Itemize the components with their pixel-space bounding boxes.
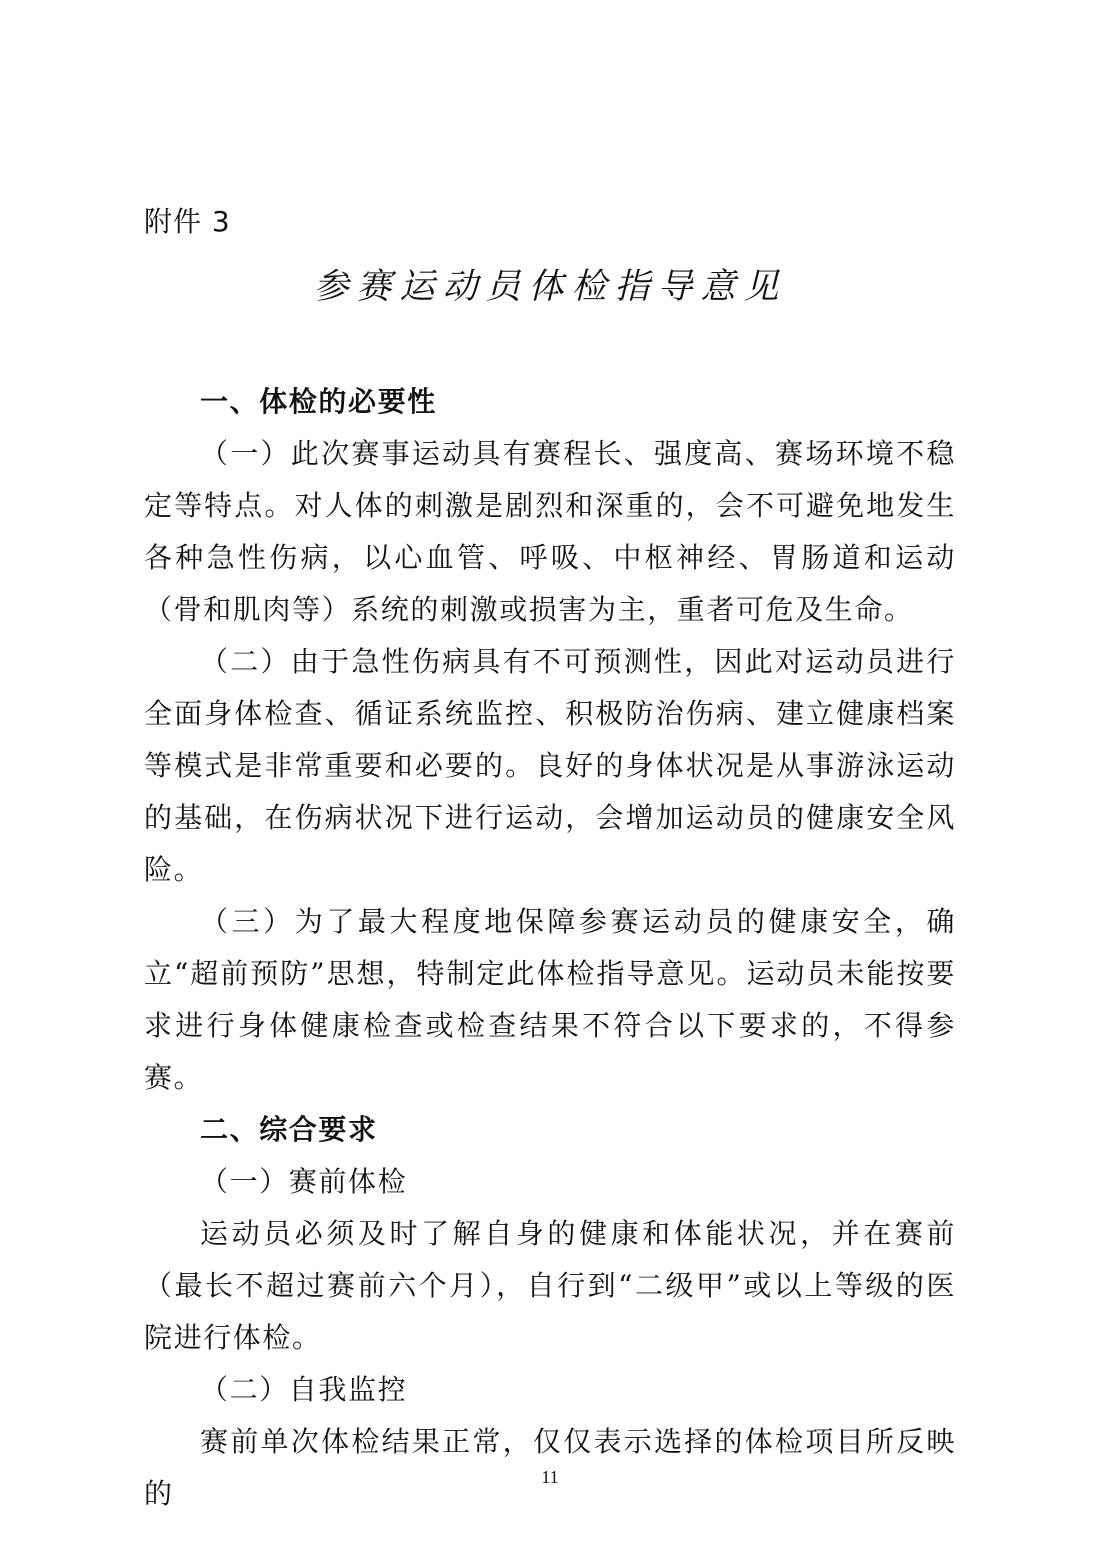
section-heading-requirements: 二、综合要求 <box>200 1113 378 1146</box>
attachment-label: 附件 3 <box>144 205 231 238</box>
paragraph-necessity-2: （二）由于急性伤病具有不可预测性，因此对运动员进行全面身体检查、循证系统监控、积极防治伤病、建立健康档案等模式是非常重要和必要的。良好的身体状况是从事游泳运动的基础，在伤病状况下进行运动，会增加运动员的健康安全风险。 <box>144 645 956 886</box>
subheading-pre-race-exam: （一）赛前体检 <box>200 1165 408 1198</box>
paragraph-self-monitoring: 赛前单次体检结果正常，仅仅表示选择的体检项目所反映的 <box>144 1425 956 1510</box>
document-title: 参赛运动员体检指导意见 <box>313 267 787 307</box>
section-heading-necessity: 一、体检的必要性 <box>200 385 437 418</box>
paragraph-necessity-1: （一）此次赛事运动具有赛程长、强度高、赛场环境不稳定等特点。对人体的刺激是剧烈和深重的，会不可避免地发生各种急性伤病，以心血管、呼吸、中枢神经、胃肠道和运动（骨和肌肉等）系统的刺激或损害为主，重者可危及生命。 <box>144 437 956 626</box>
paragraph-pre-race-exam: 运动员必须及时了解自身的健康和体能状况，并在赛前（最长不超过赛前六个月），自行到“二级甲”或以上等级的医院进行体检。 <box>144 1217 956 1354</box>
document-body <box>144 376 956 1520</box>
paragraph-necessity-3: （三）为了最大程度地保障参赛运动员的健康安全，确立“超前预防”思想，特制定此体检指导意见。运动员未能按要求进行身体健康检查或检查结果不符合以下要求的，不得参赛。 <box>144 905 956 1094</box>
subheading-self-monitoring: （二）自我监控 <box>200 1373 408 1406</box>
page-number: 11 <box>541 1467 559 1487</box>
